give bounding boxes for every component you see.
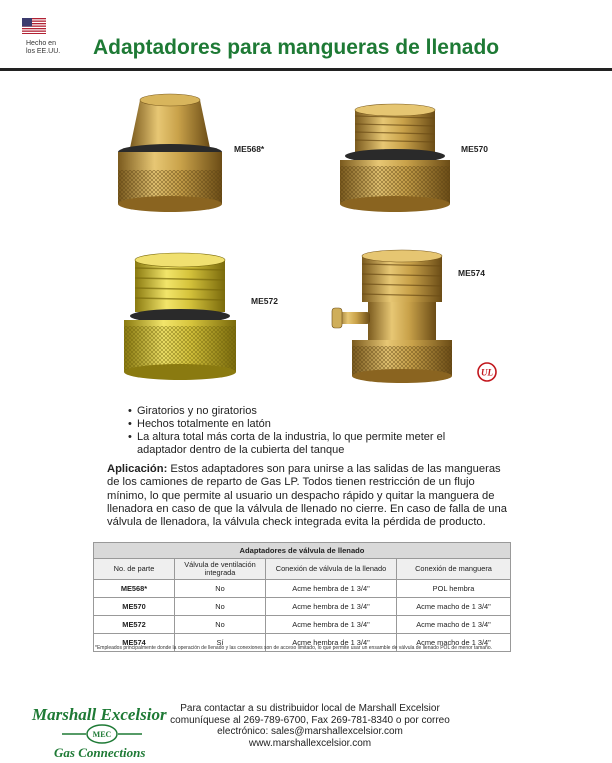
contact-line: Para contactar a su distribuidor local de Marshall Excelsior: [180, 703, 440, 714]
feature-item: • Giratorios y no giratorios: [128, 405, 488, 418]
table-cell: Acme hembra de 1 3/4": [266, 580, 397, 598]
contact-line: comuníquese al 269-789-6700, Fax 269-781-8340 o por correo: [170, 714, 450, 726]
contact-block: [160, 703, 460, 749]
product-image-me572: [124, 253, 236, 380]
contact-website: www.marshallexcelsior.com: [248, 737, 372, 749]
table-cell: Acme macho de 1 3/4": [397, 598, 511, 616]
table-row: [94, 598, 511, 616]
table-row: [94, 616, 511, 634]
table-cell: ME574: [94, 634, 175, 652]
us-flag-icon: [22, 18, 46, 34]
table-cell: Acme hembra de 1 3/4": [266, 598, 397, 616]
feature-list: [128, 405, 488, 457]
spec-table-wrap: [93, 542, 511, 652]
table-cell: ME568*: [94, 580, 175, 598]
application-label: Aplicación:: [107, 463, 168, 475]
logo-tagline: Gas Connections: [54, 745, 146, 760]
table-cell: Sí: [175, 634, 266, 652]
table-cell: No: [175, 580, 266, 598]
part-label-me572: ME572: [251, 296, 278, 306]
table-cell: Acme hembra de 1 3/4": [266, 616, 397, 634]
table-cell: POL hembra: [397, 580, 511, 598]
table-cell: ME572: [94, 616, 175, 634]
ul-certification-icon: [478, 363, 496, 381]
table-cell: Acme hembra de 1 3/4": [266, 634, 397, 652]
feature-item: • Hechos totalmente en latón: [128, 418, 488, 431]
table-cell: ME570: [94, 598, 175, 616]
contact-email: electrónico: sales@marshallexcelsior.com: [217, 726, 403, 737]
table-cell: Acme macho de 1 3/4": [397, 616, 511, 634]
table-row: [94, 580, 511, 598]
product-image-me570: [340, 104, 450, 212]
application-text: Estos adaptadores son para unirse a las salidas de las mangueras de los camiones de reparto de Gas LP. Todos tienen restricción de un flujo mínimo, lo que permite al usuario un despacho rápido y quitar la manguera de llenadora en caso de que la válvula de llenado no cierre. En caso de falla de una válvula de llenadora, la válvula check integrada evita la pérdida de producto.: [107, 463, 507, 529]
part-label-me574: ME574: [458, 268, 485, 278]
table-cell: No: [175, 598, 266, 616]
column-header: Conexión de manguera: [397, 559, 511, 580]
column-header: Válvula de ventilación integrada: [175, 559, 266, 580]
product-images: [0, 80, 612, 400]
table-cell: No: [175, 616, 266, 634]
table-footnote: *Empleados principalmente donde la operación de llenado y las conexiones son de acceso limitado, lo que permite usar un ensamble de válvula de llenado POL de menor tamaño.: [95, 645, 493, 651]
part-label-me568: ME568*: [234, 144, 265, 154]
page-title: Adaptadores para mangueras de llenado: [93, 36, 500, 59]
table-caption: Adaptadores de válvula de llenado: [94, 543, 511, 559]
svg-text:UL: UL: [481, 367, 493, 378]
part-label-me570: ME570: [461, 144, 488, 154]
spec-table: [93, 542, 511, 652]
product-image-me568: [118, 94, 222, 212]
table-cell: Acme macho de 1 3/4": [397, 634, 511, 652]
feature-item: • La altura total más corta de la industria, lo que permite meter el adaptador dentro de la cubierta del tanque: [128, 431, 488, 457]
column-header: Conexión de válvula de la llenado: [266, 559, 397, 580]
column-header: No. de parte: [94, 559, 175, 580]
mec-logo-icon: [62, 724, 142, 744]
svg-text:MEC: MEC: [92, 730, 112, 739]
title-divider: [0, 68, 612, 71]
logo-wordmark: Marshall Excelsior: [32, 705, 167, 724]
product-image-me574: [332, 250, 452, 383]
application-paragraph: [107, 463, 515, 529]
made-in-usa-text: Hecho en los EE.UU.: [26, 40, 61, 55]
